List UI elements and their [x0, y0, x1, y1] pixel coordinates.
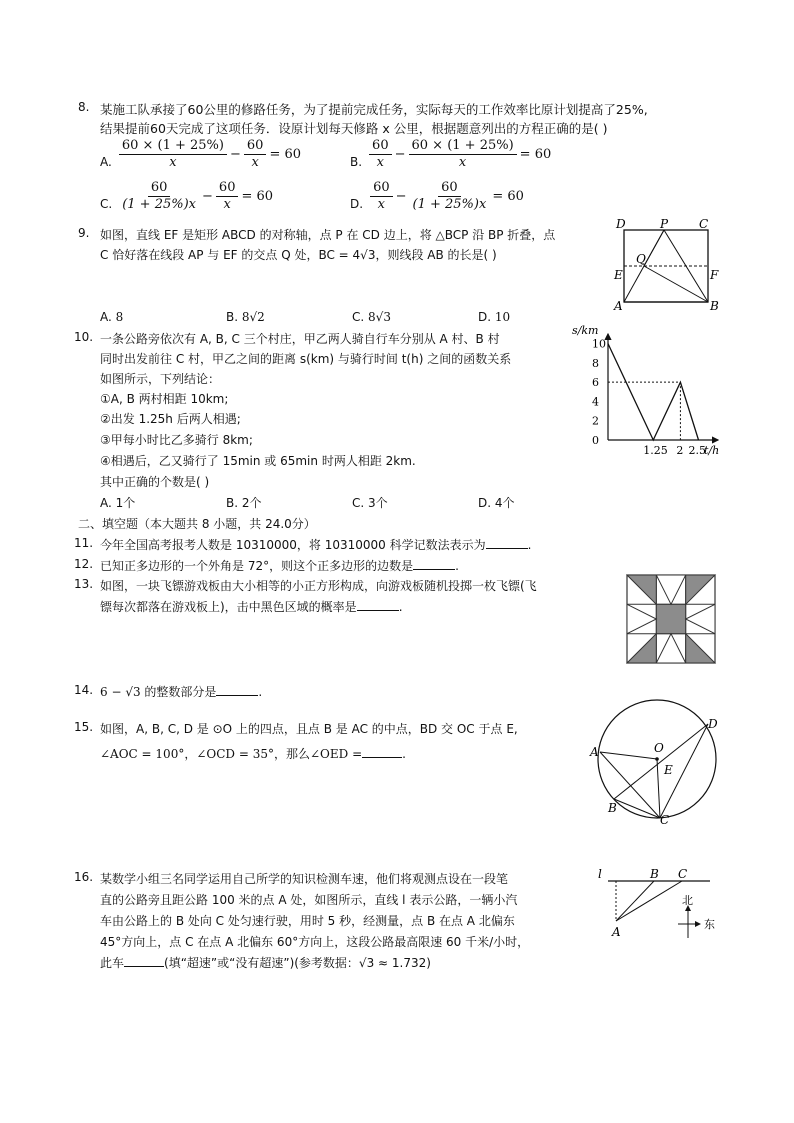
q10-option-a: A. 1个 [100, 496, 136, 510]
y-tick-label: 6 [592, 376, 599, 390]
q8-number: 8. [78, 100, 90, 114]
q16-line5: 此车 (填“超速”或“没有超速”)(参考数据：√3 ≈ 1.732) [100, 956, 431, 970]
x-tick-label: 2 [676, 444, 684, 457]
q10-statement-4: ④相遇后，乙又骑行了 15min 或 65min 时两人相距 2km. [100, 454, 416, 468]
q15-label-b: B [608, 801, 617, 815]
q8-option-b: B. $\frac{60}{x}$ − $\frac{60 \times (1 + 25\%)}{x}$ = 60 [350, 138, 552, 170]
section-2-heading: 二、填空题（本大题共 8 小题，共 24.0分） [78, 517, 316, 531]
q10-statement-2: ②出发 1.25h 后两人相遇; [100, 412, 241, 426]
x-axis-label: t/h [704, 444, 720, 457]
q14-text: 6 − √3 的整数部分是 . [100, 685, 263, 699]
q15-number: 15. [74, 720, 94, 734]
q9-line1: 如图，直线 EF 是矩形 ABCD 的对称轴，点 P 在 CD 边上，将 △BCP 沿 BP 折叠，点 [100, 228, 556, 242]
y-tick-label: 2 [592, 414, 599, 428]
q12-text: 已知正多边形的一个外角是 72°，则这个正多边形的边数是 . [100, 559, 459, 573]
q10-number: 10. [74, 330, 94, 344]
x-tick-label: 1.25 [643, 444, 668, 457]
q11-number: 11. [74, 536, 94, 550]
q9-label-c: C [699, 218, 709, 231]
y-tick-label: 4 [592, 395, 599, 409]
y-tick-label: 10 [592, 337, 606, 351]
q15-line1: 如图，A, B, C, D 是 ⊙O 上的四点，且点 B 是 AC 的中点，BD 交 OC 于点 E, [100, 722, 518, 736]
q15-label-e: E [664, 763, 673, 777]
q13-line1: 如图，一块飞镖游戏板由大小相等的小正方形构成，向游戏板随机投掷一枚飞镖(飞 [100, 579, 537, 593]
y-axis-label: s/km [572, 324, 599, 337]
q15-line2: ∠AOC = 100°，∠OCD = 35°，那么∠OED = . [100, 747, 406, 761]
q9-label-b: B [710, 299, 719, 313]
q16-north-label: 北 [682, 894, 693, 907]
q15-label-o: O [654, 741, 664, 755]
q16-label-a: A [612, 925, 621, 939]
q16-label-l: l [598, 867, 602, 881]
q10-line3: 如图所示，下列结论： [100, 372, 221, 386]
q16-label-c: C [678, 867, 688, 881]
q9-option-d: D. 10 [478, 310, 511, 324]
q9-label-q: Q [636, 252, 646, 266]
q16-line3: 车由公路上的 B 处向 C 处匀速行驶，用时 5 秒，经测量，点 B 在点 A 北偏东 [100, 914, 515, 928]
q16-line2: 直的公路旁且距公路 100 米的点 A 处，如图所示，直线 l 表示公路，一辆小汽 [100, 893, 518, 907]
q16-number: 16. [74, 870, 94, 884]
q10-option-d: D. 4个 [478, 496, 515, 510]
q9-label-a: A [614, 299, 623, 313]
q8-line1: 某施工队承接了60公里的修路任务，为了提前完成任务，实际每天的工作效率比原计划提高了25%, [100, 102, 648, 117]
q9-label-p: P [660, 218, 669, 231]
q10-option-c: C. 3个 [352, 496, 388, 510]
q15-label-d: D [708, 717, 718, 731]
q9-line2: C 恰好落在线段 AP 与 EF 的交点 Q 处，BC = 4√3，则线段 AB 的长是( ) [100, 248, 497, 262]
q16-answer-blank[interactable] [124, 954, 164, 967]
q12-answer-blank[interactable] [413, 557, 455, 570]
q10-line2: 同时出发前往 C 村，甲乙之间的距离 s(km) 与骑行时间 t(h) 之间的函数关系 [100, 352, 512, 366]
q15-label-a: A [590, 745, 599, 759]
q9-label-e: E [614, 268, 623, 282]
q12-number: 12. [74, 557, 94, 571]
q9-number: 9. [78, 226, 90, 240]
q9-option-a: A. 8 [100, 310, 124, 324]
q13-dartboard-figure [626, 574, 718, 666]
q8-option-c: C. $\frac{60}{(1 + 25\%)x}$ − $\frac{60}{x}$ = 60 [100, 180, 274, 212]
q16-east-label: 东 [704, 918, 715, 931]
q9-option-c: C. 8√3 [352, 310, 391, 324]
q10-distance-time-chart [566, 320, 726, 462]
q15-circle-figure [584, 694, 724, 828]
y-tick-label: 8 [592, 356, 599, 370]
q8-line2: 结果提前60天完成了这项任务．设原计划每天修路 x 公里，根据题意列出的方程正确的是( ) [100, 121, 608, 136]
q9-label-f: F [710, 268, 719, 282]
q16-road-figure [594, 864, 724, 942]
q16-line1: 某数学小组三名同学运用自己所学的知识检测车速，他们将观测点设在一段笔 [100, 872, 509, 886]
q16-line4: 45°方向上，点 C 在点 A 北偏东 60°方向上，这段公路最高限速 60 千米/小时， [100, 935, 530, 949]
q9-rectangle-figure [610, 218, 730, 314]
q8-option-d: D. $\frac{60}{x}$ − $\frac{60}{(1 + 25\%)x}$ = 60 [350, 180, 524, 212]
q13-number: 13. [74, 577, 94, 591]
q11-text: 今年全国高考报考人数是 10310000，将 10310000 科学记数法表示为 . [100, 538, 532, 552]
q16-label-b: B [650, 867, 659, 881]
q13-answer-blank[interactable] [357, 598, 399, 611]
q15-label-c: C [660, 813, 670, 827]
y-tick-label: 0 [592, 434, 599, 447]
x-tick-label: 2.5 [688, 444, 707, 457]
q10-statement-3: ③甲每小时比乙多骑行 8km; [100, 433, 253, 447]
q8-option-a: A. $\frac{60 \times (1 + 25\%)}{x}$ − $\frac{60}{x}$ = 60 [100, 138, 302, 170]
q9-label-d: D [616, 218, 626, 231]
center-square [656, 604, 685, 633]
series-line [608, 344, 699, 440]
q10-option-b: B. 2个 [226, 496, 262, 510]
q10-line1: 一条公路旁依次有 A, B, C 三个村庄，甲乙两人骑自行车分别从 A 村、B 村 [100, 332, 500, 346]
q10-question: 其中正确的个数是( ) [100, 475, 210, 489]
q10-statement-1: ①A, B 两村相距 10km; [100, 392, 229, 406]
q14-number: 14. [74, 683, 94, 697]
q15-answer-blank[interactable] [362, 745, 402, 758]
q13-line2: 镖每次都落在游戏板上)，击中黑色区域的概率是 . [100, 600, 403, 614]
q9-option-b: B. 8√2 [226, 310, 265, 324]
q14-answer-blank[interactable] [216, 683, 258, 696]
q11-answer-blank[interactable] [486, 536, 528, 549]
